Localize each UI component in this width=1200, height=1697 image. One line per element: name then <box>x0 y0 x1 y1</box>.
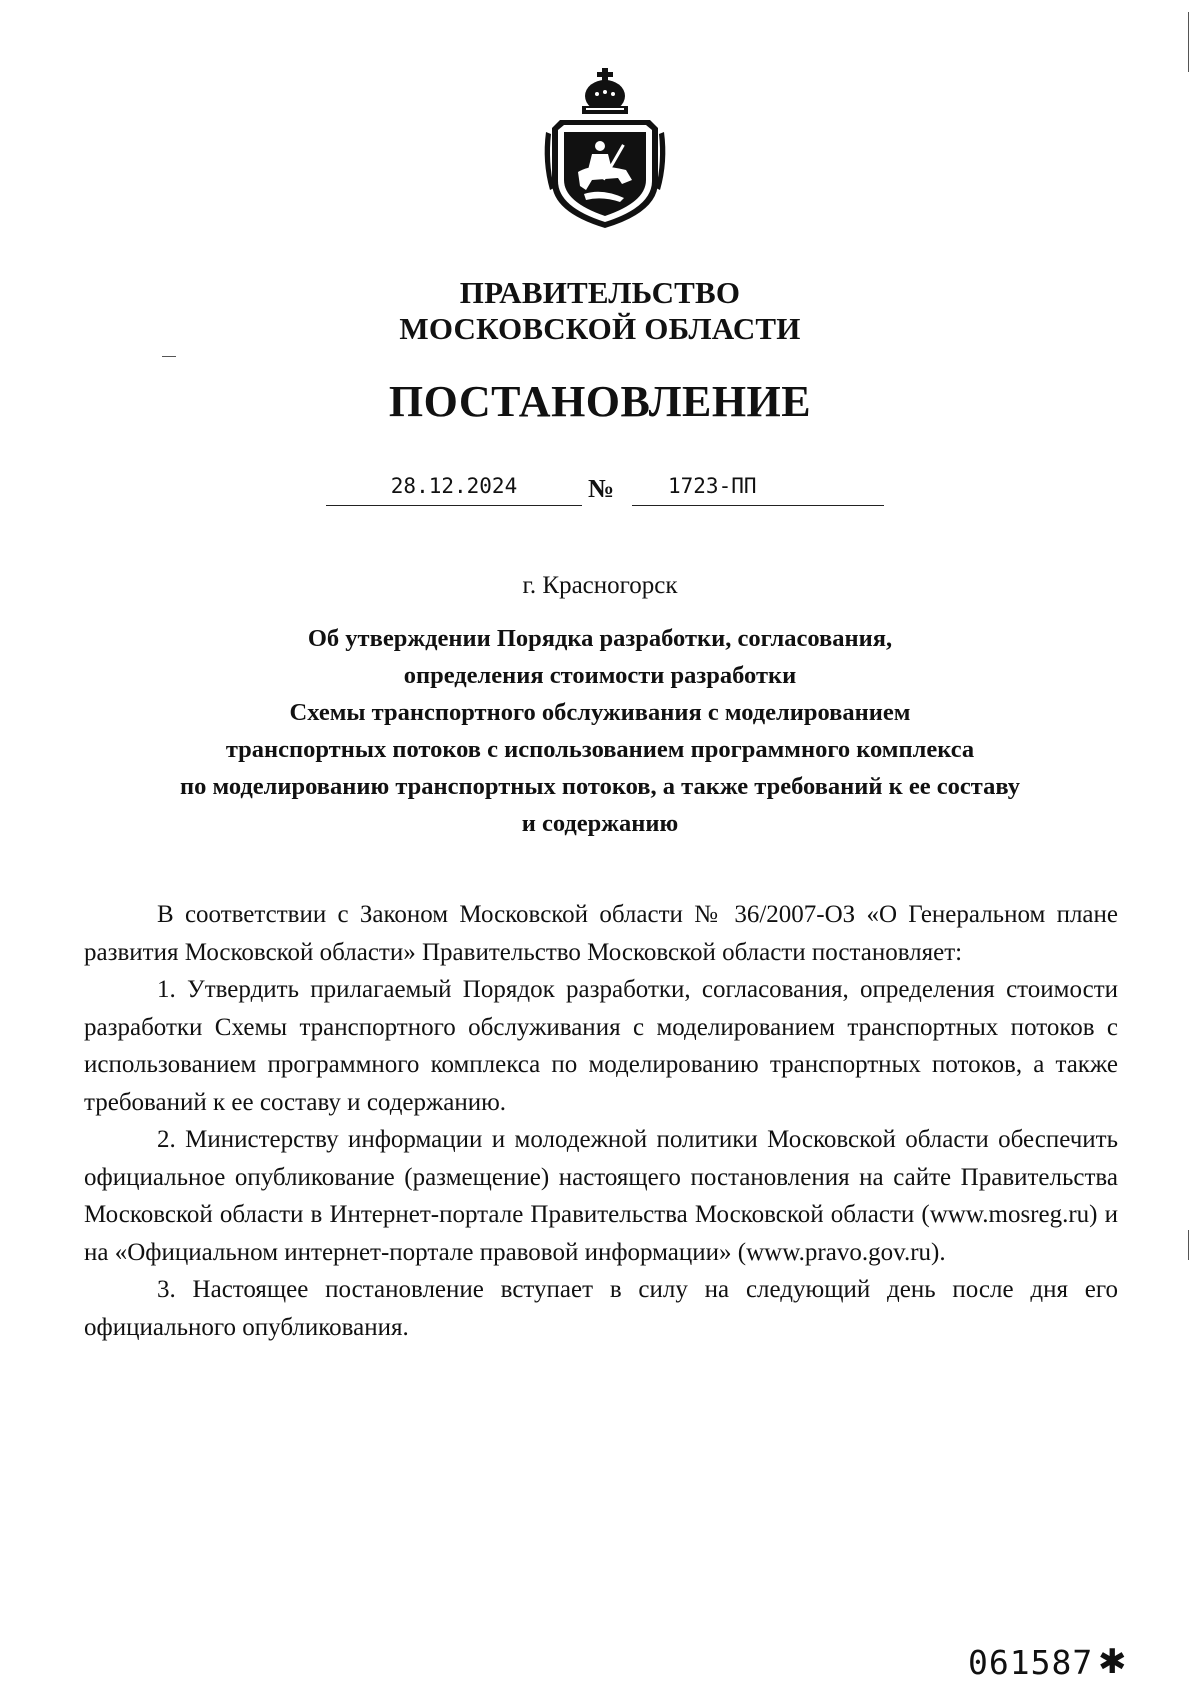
scan-speck <box>162 356 176 357</box>
document-body <box>84 896 1118 1346</box>
clause-2-paragraph: 2. Министерству информации и молодежной политики Московской области обеспечить официальное опубликование (размещение) настоящего постановления на сайте Правительства Московской области в Интернет-портале Правительства Московской области (www.mosreg.ru) и на «Официальном интернет-портале правовой информации» (www.pravo.gov.ru). <box>84 1126 1118 1266</box>
number-underline <box>632 505 884 506</box>
subject-line: транспортных потоков с использованием программного комплекса <box>225 736 975 763</box>
clause-1-paragraph: 1. Утвердить прилагаемый Порядок разработки, согласования, определения стоимости разработки Схемы транспортного обслуживания с моделированием транспортных потоков с использованием программного комплекса по моделированию транспортных потоков, а также требований к ее составу и содержанию. <box>84 976 1118 1116</box>
scan-speck <box>1188 12 1189 72</box>
subject-line: по моделированию транспортных потоков, а также требований к ее составу <box>179 773 1020 800</box>
preamble-paragraph: В соответствии с Законом Московской области № 36/2007-ОЗ «О Генеральном плане развития Московской области» Правительство Московской области постановляет: <box>84 901 1118 966</box>
scan-speck <box>1188 1230 1189 1260</box>
document-subject <box>80 620 1120 842</box>
subject-line: и содержанию <box>521 810 679 837</box>
issue-city: г. Красногорск <box>522 572 678 599</box>
date-underline <box>326 505 582 506</box>
serial-stamp-mark: ✱ <box>1098 1644 1127 1681</box>
coat-of-arms-emblem <box>542 62 668 232</box>
organization-name-line1: ПРАВИТЕЛЬСТВО <box>459 275 741 310</box>
document-date: 28.12.2024 <box>390 474 518 498</box>
document-type-title: ПОСТАНОВЛЕНИЕ <box>388 377 812 426</box>
serial-stamp-number: 061587 <box>968 1643 1094 1682</box>
subject-line: определения стоимости разработки <box>403 662 797 689</box>
number-sign: № <box>588 474 615 503</box>
clause-3-paragraph: 3. Настоящее постановление вступает в силу на следующий день после дня его официального опубликования. <box>84 1276 1118 1341</box>
organization-name-line2: МОСКОВСКОЙ ОБЛАСТИ <box>399 311 801 346</box>
document-number: 1723-ПП <box>668 474 757 498</box>
subject-line: Схемы транспортного обслуживания с моделированием <box>289 699 911 726</box>
subject-line: Об утверждении Порядка разработки, согласования, <box>307 625 893 652</box>
